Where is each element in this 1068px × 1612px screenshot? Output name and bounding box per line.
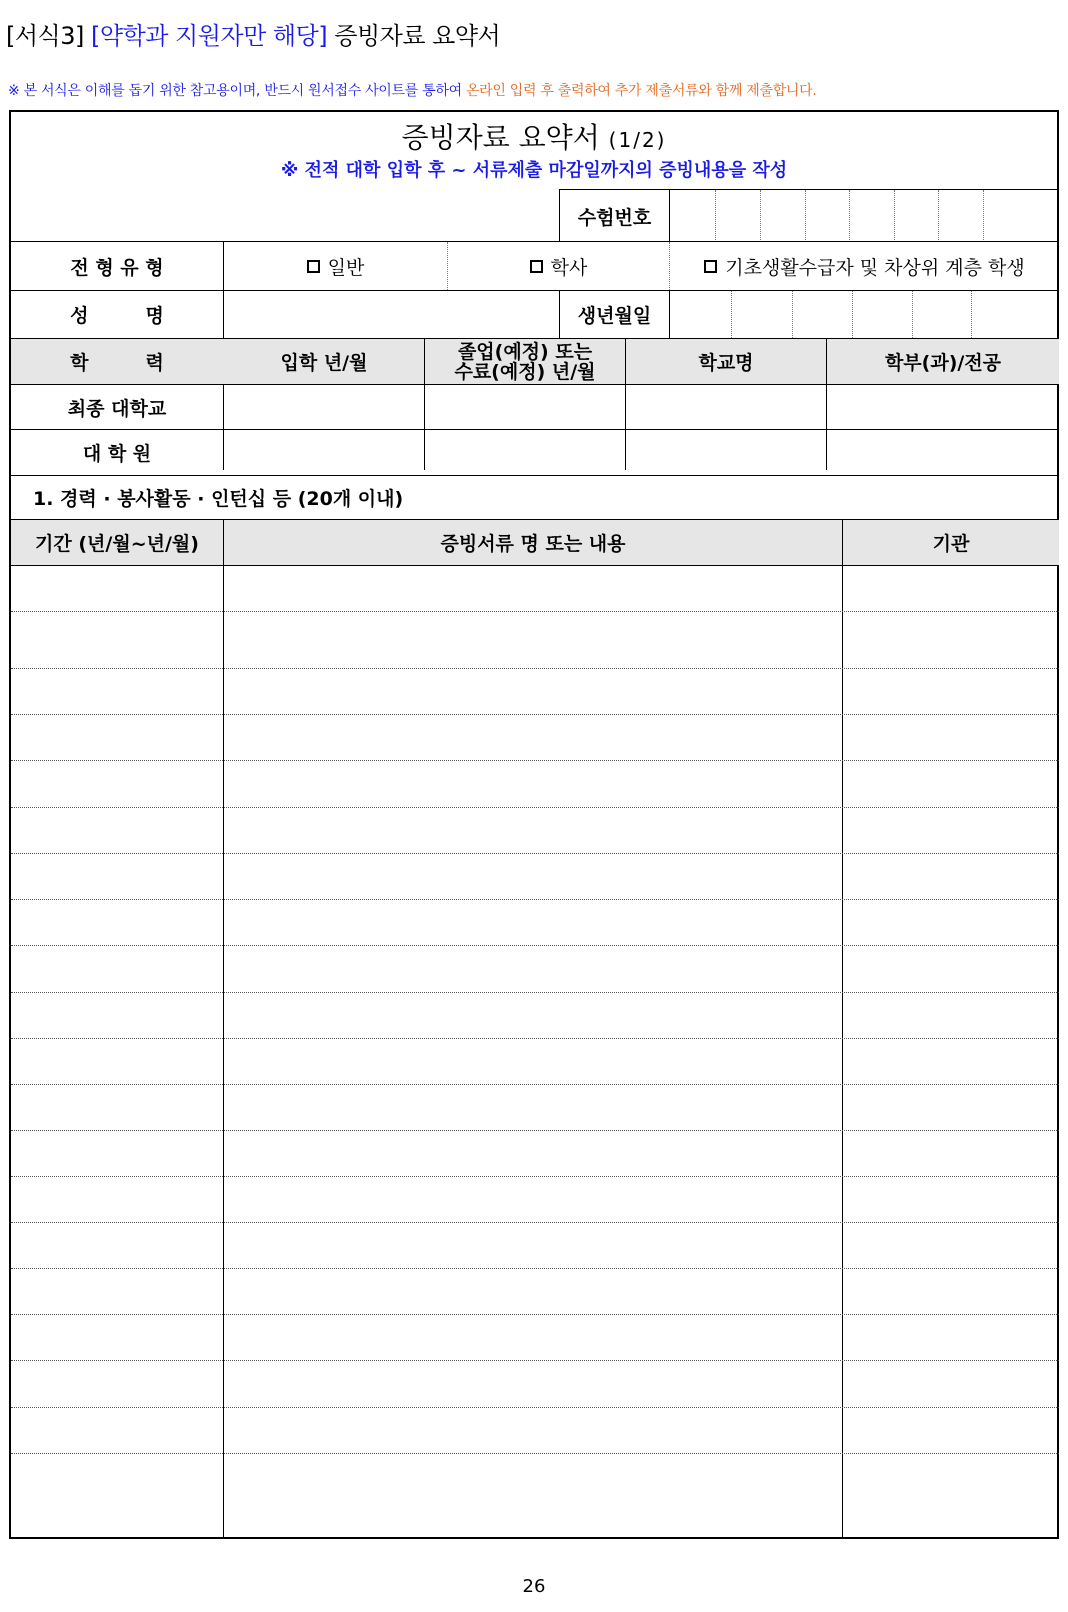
- col-department: 학부(과)/전공: [884, 352, 1002, 374]
- checkbox-icon[interactable]: [704, 260, 717, 273]
- education-label: 학 력: [70, 352, 164, 374]
- university-fields[interactable]: [224, 385, 1059, 429]
- exam-number-field[interactable]: [670, 190, 1059, 242]
- form-title: 증빙자료 요약서 (1/2): [401, 121, 667, 154]
- col-graduation-date: 졸업(예정) 또는 수료(예정) 년/월: [454, 340, 596, 383]
- row-university: 최종 대학교: [67, 397, 167, 420]
- col-period: 기간 (년/월~년/월): [35, 533, 199, 555]
- notice-text: ※ 본 서식은 이해를 돕기 위한 참고용이며, 반드시 원서접수 사이트를 통하여 온라인 입력 후 출력하여 추가 제출서류와 함께 제출합니다.: [8, 83, 817, 99]
- page-number: 26: [522, 1576, 546, 1597]
- birth-date-label: 생년월일: [577, 305, 652, 327]
- exam-number-label: 수험번호: [577, 206, 652, 229]
- checkbox-icon[interactable]: [307, 260, 320, 273]
- name-field[interactable]: [224, 291, 559, 338]
- col-evidence-content: 증빙서류 명 또는 내용: [440, 533, 626, 555]
- col-school-name: 학교명: [698, 352, 754, 374]
- option-low-income[interactable]: 기초생활수급자 및 차상위 계층 학생: [670, 242, 1059, 290]
- admission-type-label: 전 형 유 형: [70, 256, 164, 279]
- section-1-title: 1. 경력 · 봉사활동 · 인턴십 등 (20개 이내): [33, 488, 404, 510]
- col-admission-date: 입학 년/월: [280, 352, 368, 374]
- birth-date-field[interactable]: [670, 291, 1059, 338]
- document-name: 증빙자료 요약서: [334, 22, 501, 50]
- option-bachelor[interactable]: 학사: [448, 242, 669, 290]
- checkbox-icon[interactable]: [530, 260, 543, 273]
- option-general[interactable]: 일반: [224, 242, 447, 290]
- summary-form: [9, 110, 1059, 1539]
- document-header: [6, 16, 500, 51]
- target-note: [약학과 지원자만 해당]: [91, 22, 328, 50]
- name-label: 성 명: [70, 305, 164, 327]
- col-institution: 기관: [932, 533, 970, 555]
- form-code: [서식3]: [6, 22, 84, 50]
- graduate-school-fields[interactable]: [224, 430, 1059, 475]
- form-subtitle: ※ 전적 대학 입학 후 ~ 서류제출 마감일까지의 증빙내용을 작성: [280, 160, 788, 181]
- row-graduate-school: 대 학 원: [82, 443, 152, 465]
